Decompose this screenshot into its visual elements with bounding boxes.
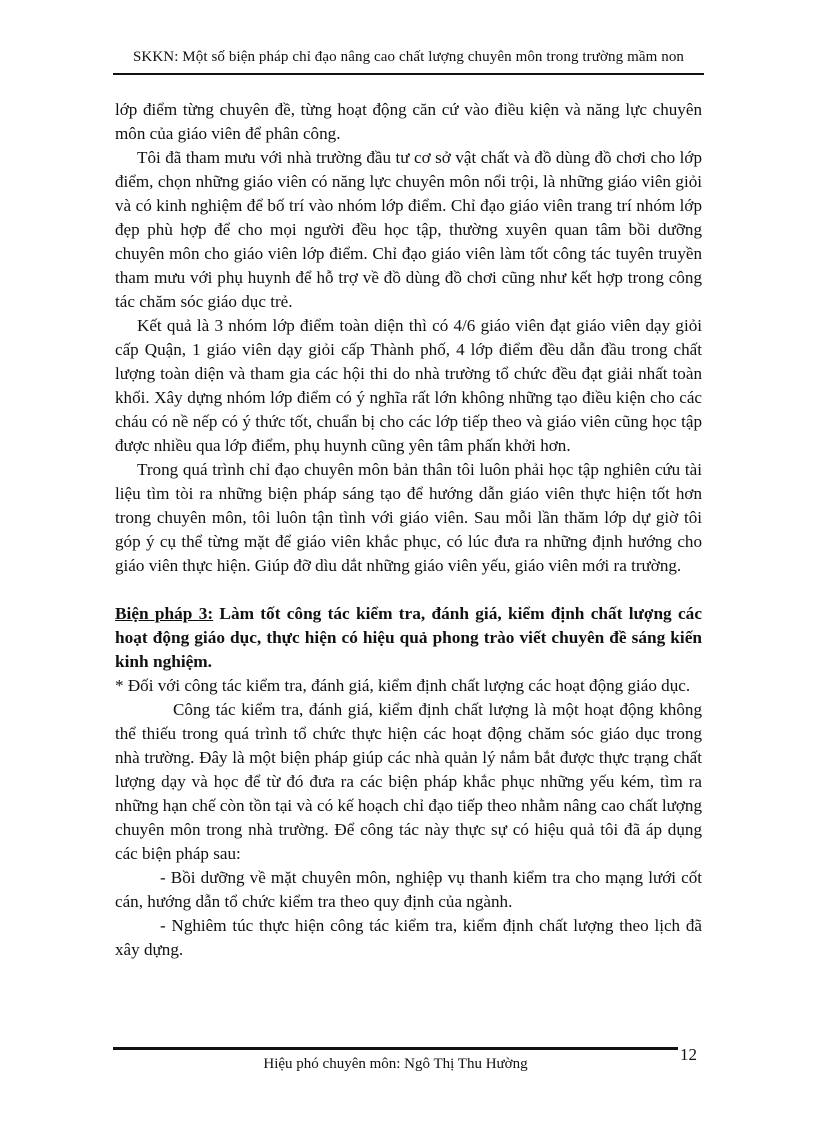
paragraph-4: Trong quá trình chỉ đạo chuyên môn bản thân tôi luôn phải học tập nghiên cứu tài liệu tìm tòi ra những biện pháp sáng tạo để hướng dẫn giáo viên thực hiện tốt hơn trong chuyên môn, tôi luôn tận tình với giáo viên. Sau mỗi lần thăm lớp dự giờ tôi góp ý cụ thể từng mặt để giáo viên khắc phục, có lúc đưa ra những định hướng cho giáo viên thực hiện. Giúp đỡ dìu dắt những giáo viên yếu, giáo viên mới ra trường. bbox=[115, 460, 702, 575]
paragraph-3: Kết quả là 3 nhóm lớp điểm toàn diện thì có 4/6 giáo viên đạt giáo viên dạy giỏi cấp Quận, 1 giáo viên dạy giỏi cấp Thành phố, 4 lớp điểm đều dẫn đầu trong chất lượng toàn diện và tham gia các hội thi do nhà trường tổ chức đều đạt giải nhất toàn khối. Xây dựng nhóm lớp điểm có ý nghĩa rất lớn không những tạo điều kiện cho các cháu có nề nếp có ý thức tốt, chuẩn bị cho các lớp tiếp theo và giáo viên cũng học tập được nhiều qua lớp điểm, phụ huynh cũng yên tâm phấn khởi hơn. bbox=[115, 316, 702, 455]
paragraph-2: Tôi đã tham mưu với nhà trường đầu tư cơ sở vật chất và đồ dùng đồ chơi cho lớp điểm, chọn những giáo viên có năng lực chuyên môn nổi trội, là những giáo viên giỏi và có kinh nghiệm để bố trí vào nhóm lớp điểm. Chỉ đạo giáo viên trang trí nhóm lớp đẹp phù hợp để cho mọi người đều học tập, thường xuyên quan tâm bồi dưỡng chuyên môn cho giáo viên lớp điểm. Chỉ đạo giáo viên làm tốt công tác tuyên truyền tham mưu với phụ huynh để hỗ trợ về đồ dùng đồ chơi cũng như kết hợp trong công tác chăm sóc giáo dục trẻ. bbox=[115, 148, 702, 311]
paragraph-1: lớp điểm từng chuyên đề, từng hoạt động căn cứ vào điều kiện và năng lực chuyên môn của giáo viên để phân công. bbox=[115, 100, 702, 143]
bullet-2: - Nghiêm túc thực hiện công tác kiểm tra, kiểm định chất lượng theo lịch đã xây dựng. bbox=[115, 916, 702, 959]
section-heading-label: Biện pháp 3: bbox=[115, 604, 214, 623]
section-heading bbox=[115, 602, 702, 674]
spacer bbox=[115, 578, 702, 602]
footer-author: Hiệu phó chuyên môn: Ngô Thị Thu Hường bbox=[263, 1056, 528, 1072]
page-number: 12 bbox=[680, 1045, 697, 1064]
paragraph-6: Công tác kiểm tra, đánh giá, kiểm định chất lượng là một hoạt động không thể thiếu trong quá trình tổ chức thực hiện các hoạt động chăm sóc giáo dục trong nhà trường. Đây là một biện pháp giúp các nhà quản lý nắm bắt được thực trạng chất lượng dạy và học để từ đó đưa ra các biện pháp khắc phục những yếu kém, tìm ra những hạn chế còn tồn tại và có kế hoạch chỉ đạo tiếp theo nhằm nâng cao chất lượng chuyên môn trong nhà trường. Để công tác này thực sự có hiệu quả tôi đã áp dụng các biện pháp sau: bbox=[115, 700, 702, 863]
header-divider bbox=[113, 73, 704, 75]
page-header: SKKN: Một số biện pháp chỉ đạo nâng cao chất lượng chuyên môn trong trường mầm non bbox=[132, 49, 685, 65]
section-heading-text: Làm tốt công tác kiểm tra, đánh giá, kiểm định chất lượng các hoạt động giáo dục, thực hiện có hiệu quả phong trào viết chuyên đề sáng kiến kinh nghiệm. bbox=[115, 604, 702, 671]
bullet-1: - Bồi dưỡng về mặt chuyên môn, nghiệp vụ thanh kiểm tra cho mạng lưới cốt cán, hướng dẫn tổ chức kiểm tra theo quy định của ngành. bbox=[115, 868, 702, 911]
page-body bbox=[115, 98, 702, 962]
paragraph-5: * Đối với công tác kiểm tra, đánh giá, kiểm định chất lượng các hoạt động giáo dục. bbox=[115, 676, 691, 695]
footer-divider bbox=[113, 1047, 678, 1050]
